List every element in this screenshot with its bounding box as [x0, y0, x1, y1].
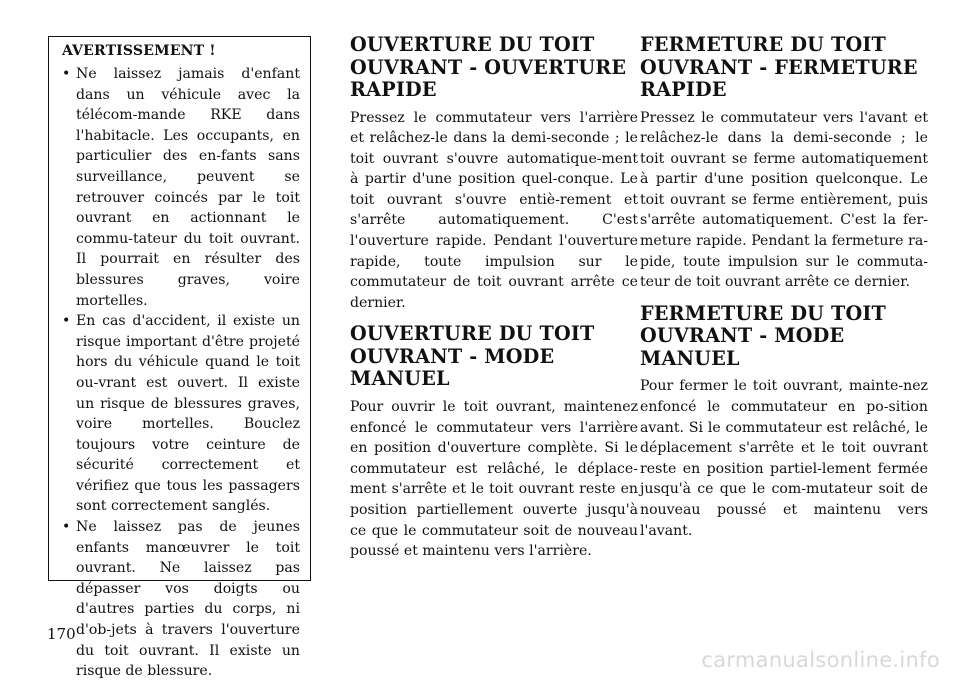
warning-title: AVERTISSEMENT ! — [62, 43, 216, 59]
warning-item-text: Ne laissez pas de jeunes enfants manœuvrer le toit ouvrant. Ne laissez pas dépasser vos doigts ou d'autres parties du corps, ni d'ob-jets à travers l'ouverture du toit ouvrant. Il existe un risque de blessure. — [76, 519, 300, 680]
section-heading: OUVERTURE DU TOIT OUVRANT - OUVERTURE RAPIDE — [350, 33, 627, 101]
section-body: Pour fermer le toit ouvrant, mainte-nez enfoncé le commutateur en po-sition avant. Si le commutateur est relâché, le déplacement s'arrête et le toit ouvrant reste en position partiel-lement fermée jusqu'à ce que le com-mutateur soit de nouveau poussé et maintenu vers l'avant. — [640, 378, 928, 539]
watermark: carmanualsonline.info — [701, 648, 940, 672]
warning-item-text: Ne laissez jamais d'enfant dans un véhicule avec la télécom-mande RKE dans l'habitacle. Les occupants, en particulier des en-fants sans surveillance, peuvent se retrouver coincés par le toit ouvrant en actionnant le commu-tateur du toit ouvrant. Il pourrait en résulter des blessures graves, voire mortelles. — [76, 66, 300, 309]
section-manual-open — [350, 323, 640, 561]
warning-item-text: En cas d'accident, il existe un risque important d'être projeté hors du véhicule quand le toit ou-vrant est ouvert. Il existe un risque de blessures graves, voire mortelles. Bouclez toujours votre ceinture de sécurité correctement et vérifiez que tous les passagers sont correctement sanglés. — [76, 313, 300, 515]
bullet-icon: • — [62, 313, 71, 330]
section-quick-close — [640, 34, 930, 293]
section-heading: FERMETURE DU TOIT OUVRANT - FERMETURE RAPIDE — [640, 33, 918, 101]
warning-item — [62, 64, 300, 311]
section-heading: OUVERTURE DU TOIT OUVRANT - MODE MANUEL — [350, 322, 595, 391]
section-heading: FERMETURE DU TOIT OUVRANT - MODE MANUEL — [640, 301, 887, 370]
section-manual-close — [640, 303, 930, 541]
bullet-icon: • — [62, 519, 71, 536]
section-body: Pressez le commutateur vers l'arrière et relâchez-le dans la demi-seconde ; le toit ouvrant s'ouvre automatique-ment à partir d'une position quel-conque. Le toit ouvrant s'ouvre entiè-rement et s'arrête automatiquement. C'est l'ouverture rapide. Pendant l'ouverture rapide, toute impulsion sur le commutateur de toit ouvrant arrête ce dernier. — [350, 109, 638, 311]
page-number: 170 — [47, 625, 76, 643]
section-quick-open — [350, 34, 640, 313]
section-body: Pressez le commutateur vers l'avant et relâchez-le dans la demi-seconde ; le toit ouvrant se ferme automatiquement à partir d'une position quelconque. Le toit ouvrant se ferme entièrement, puis s'arrête automatiquement. C'est la fer-meture rapide. Pendant la fermeture ra-pide, toute impulsion sur le commuta-teur de toit ouvrant arrête ce dernier. — [640, 109, 928, 291]
column-right — [640, 34, 930, 551]
warning-item — [62, 311, 300, 517]
section-body: Pour ouvrir le toit ouvrant, maintenez enfoncé le commutateur vers l'arrière en position d'ouverture complète. Si le commutateur est relâché, le déplace-ment s'arrête et le toit ouvrant reste en position partiellement ouverte jusqu'à ce que le commutateur soit de nouveau poussé et maintenu vers l'arrière. — [350, 398, 638, 560]
warning-list — [62, 64, 300, 682]
column-middle — [350, 34, 640, 572]
warning-item — [62, 517, 300, 682]
bullet-icon: • — [62, 66, 71, 82]
